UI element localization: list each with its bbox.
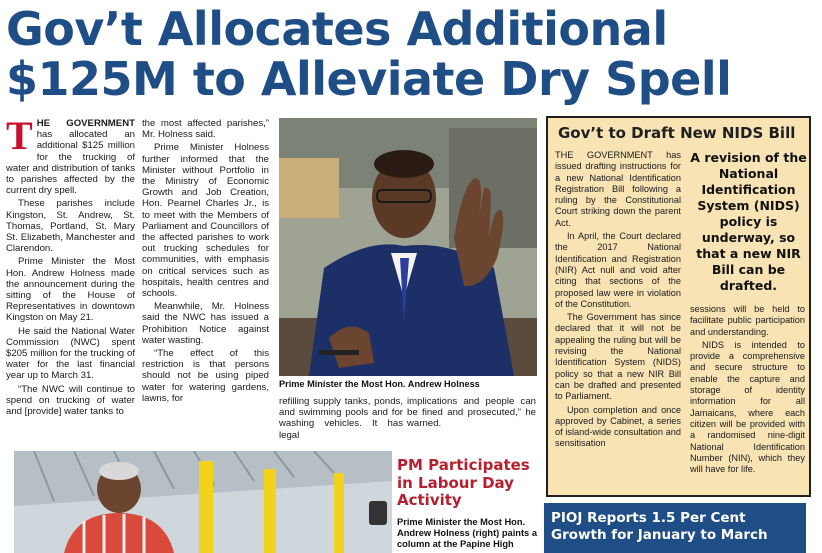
nids-sidebar — [546, 116, 811, 497]
photo-caption: Prime Minister the Most Hon. Andrew Holness — [279, 379, 480, 389]
article-paragraph: the most affected parishes,” Mr. Holness said. — [142, 118, 269, 141]
sidebar-title: Gov’t to Draft New NIDS Bill — [558, 124, 796, 142]
article-paragraph: implications and people can be fined and prosecuted,” he warned. — [407, 396, 536, 430]
article-paragraph: “The NWC will continue to spend on trucking of water and [provide] water tanks to — [6, 383, 135, 418]
labour-day-illustration — [14, 451, 392, 553]
article-paragraph: These parishes include Kingston, St. Andrew, St. Thomas, Portland, St. Mary St. Elizabeth, Manchester and Clarendon. — [6, 198, 135, 255]
lead-in: HE GOVERNMENT — [36, 118, 135, 129]
lead-text: has allocated an additional $125 million for the trucking of water and distribution of tanks to parishes affected by the current dry spell. — [6, 129, 135, 197]
article-paragraph: “The effect of this restriction is that persons should not be using piped water for watering gardens, lawns, for — [142, 348, 269, 404]
prime-minister-illustration — [279, 118, 537, 376]
article-paragraph: Prime Minister Holness further informed that the Minister without Portfolio in the Ministry of Economic Growth and Job Creation, Hon. Pearnel Charles Jr., is to meet with the Members of Parliament and Councillors of the affected parishes to work out trucking schedules for communities, with emphasis on critical services such as hospitals, health centres and schools. — [142, 142, 269, 300]
prime-minister-photo — [279, 118, 537, 376]
article-paragraph: Meanwhile, Mr. Holness said the NWC has issued a Prohibition Notice against water wasting. — [142, 301, 269, 346]
sidebar-paragraph: NIDS is intended to provide a comprehensive and secure structure to enable the capture and storage of identity information for all Jamaicans, where each citizen will be provided with a randomised nine-digit National Identification Number (NIN), which they will have for life. — [690, 339, 805, 475]
article-paragraph: refilling supply tanks, ponds, and swimming pools and for washing vehicles. It has legal — [279, 396, 403, 441]
sidebar-column-1 — [555, 150, 681, 452]
labour-day-headline: PM Participates in Labour Day Activity — [397, 456, 530, 509]
sidebar-paragraph: THE GOVERNMENT has issued drafting instructions for a new National Identification Registration Bill following a ruling by the Constitutional Court striking down the parent Act. — [555, 150, 681, 228]
pioj-banner-line-2: Growth for January to March — [551, 527, 768, 543]
sidebar-paragraph: sessions will be held to facilitate public participation and understanding. — [690, 304, 805, 337]
pioj-banner-line-1: PIOJ Reports 1.5 Per Cent — [551, 510, 746, 526]
pioj-banner — [544, 503, 806, 553]
drop-cap: T — [6, 113, 33, 158]
sidebar-paragraph: The Government has since declared that it will not be appealing the ruling but will be revising the National Identification System (NIDS) policy so that a new NIR Bill can be drafted and presented to Parliament. — [555, 312, 681, 402]
sidebar-paragraph: Upon completion and once approved by Cabinet, a series of island-wide consultation and sensitisation — [555, 404, 681, 449]
sidebar-paragraph: In April, the Court declared the 2017 National Identification and Registration (NIR) Act null and void after citing that sections of the proposed law were in violation of the Constitution. — [555, 231, 681, 309]
headline-line-1: Gov’t Allocates Additional — [6, 2, 668, 56]
labour-day-caption: Prime Minister the Most Hon. Andrew Holness (right) paints a column at the Papine High — [397, 517, 537, 550]
labour-day-photo — [14, 451, 392, 553]
article-paragraph — [6, 113, 135, 197]
headline-line-2: $125M to Alleviate Dry Spell — [6, 52, 732, 106]
article-paragraph: Prime Minister the Most Hon. Andrew Holness made the announcement during the sitting of the House of Representatives in downtown Kingston on May 21. — [6, 256, 135, 324]
sidebar-column-2 — [690, 304, 805, 477]
pull-quote: A revision of the National Identification System (NIDS) policy is underway, so that a new NIR Bill can be drafted. — [690, 150, 807, 293]
article-column-3 — [279, 396, 403, 443]
article-column-4 — [407, 396, 536, 432]
article-column-2 — [142, 118, 269, 406]
article-column-1 — [6, 113, 135, 419]
article-paragraph: He said the National Water Commission (NWC) spent $205 million for the trucking of water for the last financial year up to March 31. — [6, 325, 135, 382]
main-headline — [6, 4, 820, 104]
